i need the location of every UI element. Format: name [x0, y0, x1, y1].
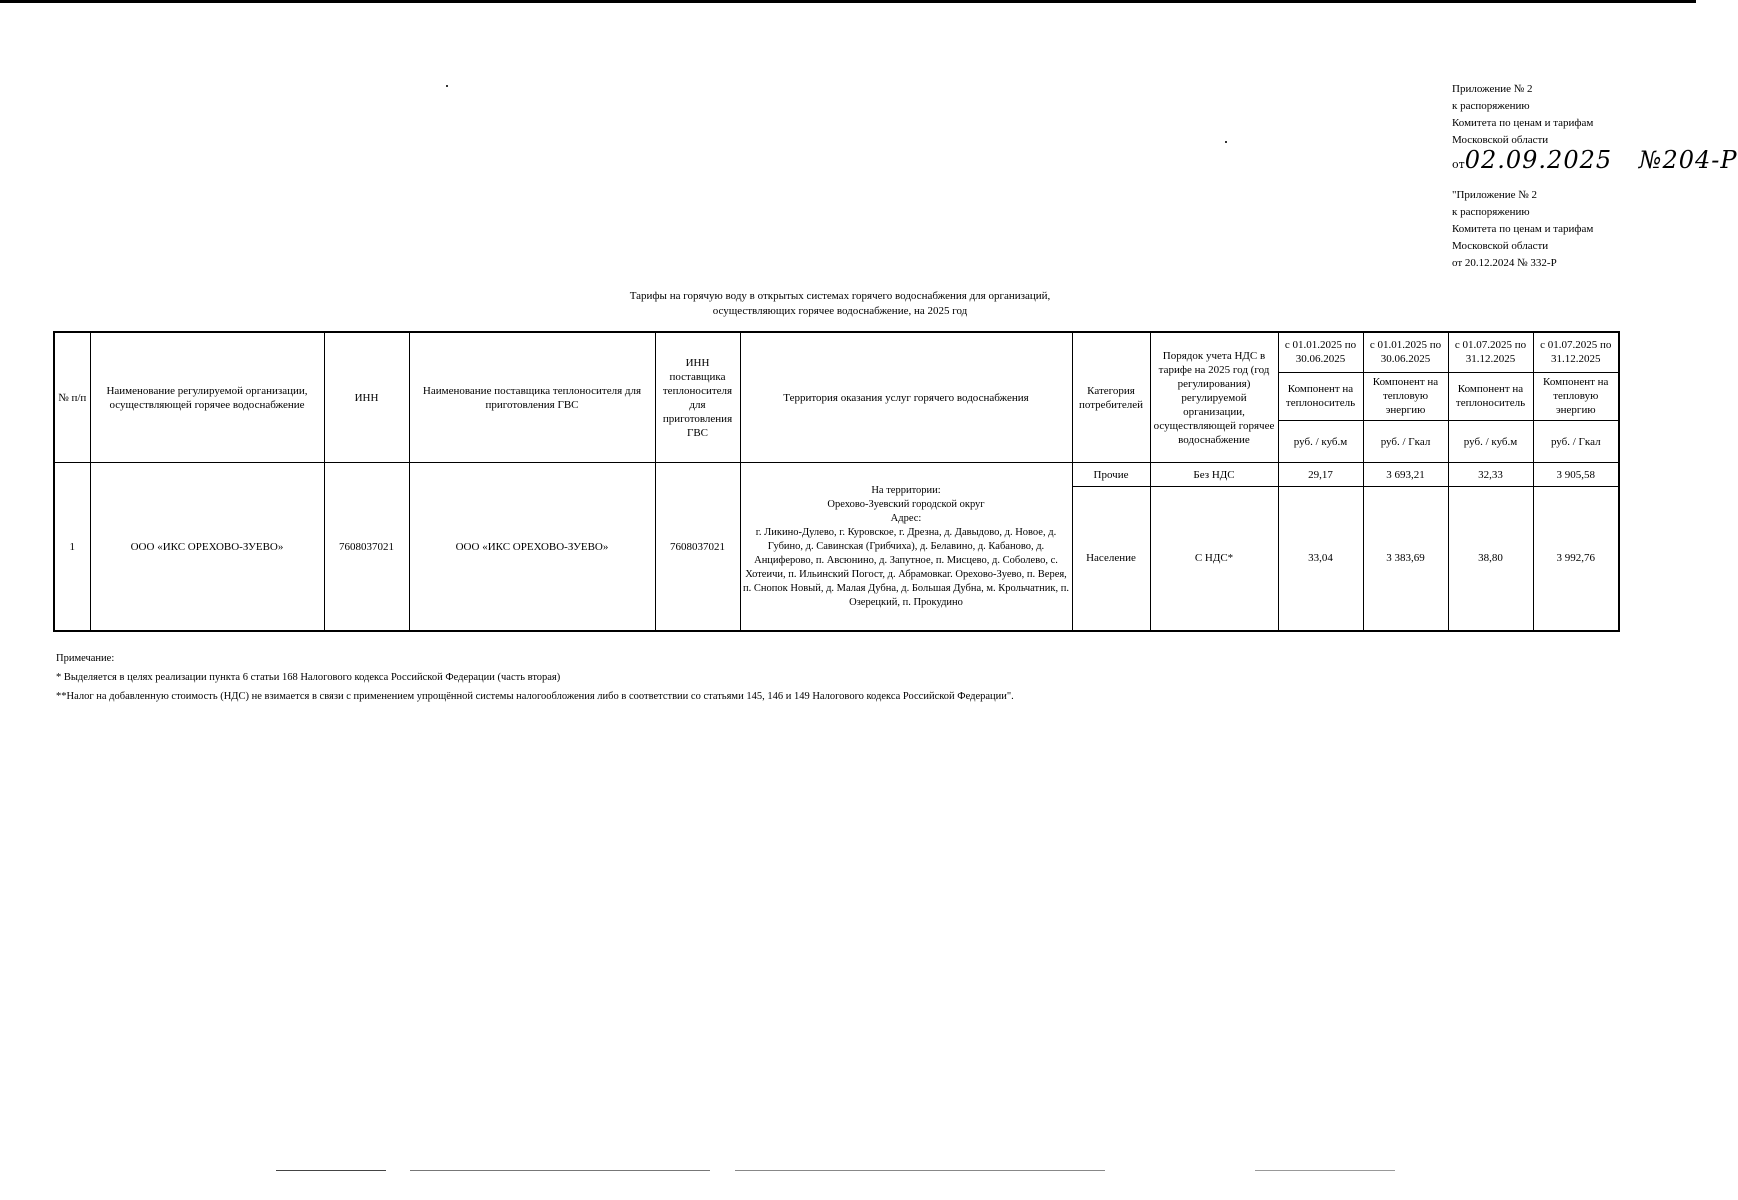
row-value: 29,17	[1278, 463, 1363, 486]
territory-address-label: Адрес:	[890, 512, 922, 524]
header-category: Категория потребителей	[1072, 332, 1150, 463]
row-num: 1	[54, 463, 90, 631]
header-component: Компонент на теплоноситель	[1448, 372, 1533, 420]
row-supplier-inn: 7608037021	[655, 463, 740, 631]
page-top-border	[0, 0, 1696, 3]
header-period: с 01.07.2025 по 31.12.2025	[1533, 332, 1619, 372]
tariffs-table	[53, 331, 1620, 632]
notes-heading: Примечание:	[56, 653, 115, 664]
row-value: 32,33	[1448, 463, 1533, 486]
header-unit: руб. / Гкал	[1363, 420, 1448, 463]
appendix-line: "Приложение № 2	[1452, 189, 1538, 201]
scan-artifact	[1225, 141, 1227, 143]
header-org-name: Наименование регулируемой организации, осуществляющей горячее водоснабжение	[90, 332, 324, 463]
appendix-line: Приложение № 2	[1452, 83, 1533, 95]
row-category: Прочие	[1072, 463, 1150, 486]
scan-artifact	[735, 1170, 1105, 1171]
appendix-date-number	[1452, 147, 1738, 178]
notes	[56, 649, 1014, 706]
header-unit: руб. / Гкал	[1533, 420, 1619, 463]
date-prefix: от	[1452, 158, 1465, 171]
handwritten-date: 02.09.2025	[1464, 146, 1613, 174]
note-vat: * Выделяется в целях реализации пункта 6 статьи 168 Налогового кодекса Российской Федерации (часть вторая)	[56, 672, 561, 683]
appendix-line: от 20.12.2024 № 332-Р	[1452, 257, 1557, 269]
appendix-line: Московской области	[1452, 240, 1549, 252]
header-period: с 01.01.2025 по 30.06.2025	[1363, 332, 1448, 372]
row-inn: 7608037021	[324, 463, 409, 631]
row-vat: С НДС*	[1150, 486, 1278, 631]
title-line: Тарифы на горячую воду в открытых системах горячего водоснабжения для организаций,	[629, 290, 1051, 302]
appendix-current	[1452, 81, 1738, 178]
row-territory	[740, 463, 1072, 631]
header-component: Компонент на тепловую энергию	[1363, 372, 1448, 420]
document-title	[560, 289, 1120, 319]
row-value: 38,80	[1448, 486, 1533, 631]
row-value: 3 383,69	[1363, 486, 1448, 631]
header-component: Компонент на тепловую энергию	[1533, 372, 1619, 420]
scan-artifact	[1255, 1170, 1395, 1171]
note-no-vat: **Налог на добавленную стоимость (НДС) не взимается в связи с применением упрощённой системы налогообложения либо в соответствии со статьями 145, 146 и 149 Налогового кодекса Российской Федерации".	[56, 691, 1014, 702]
header-unit: руб. / куб.м	[1448, 420, 1533, 463]
header-period: с 01.01.2025 по 30.06.2025	[1278, 332, 1363, 372]
appendix-line: к распоряжению	[1452, 100, 1530, 112]
scan-artifact	[410, 1170, 710, 1171]
header-territory: Территория оказания услуг горячего водоснабжения	[740, 332, 1072, 463]
row-value: 3 693,21	[1363, 463, 1448, 486]
header-num: № п/п	[54, 332, 90, 463]
row-vat: Без НДС	[1150, 463, 1278, 486]
header-period: с 01.07.2025 по 31.12.2025	[1448, 332, 1533, 372]
scan-artifact	[276, 1170, 386, 1171]
title-line: осуществляющих горячее водоснабжение, на 2025 год	[712, 305, 968, 317]
header-supplier-inn: ИНН поставщика теплоносителя для приготовления ГВС	[655, 332, 740, 463]
scan-artifact	[446, 85, 448, 87]
territory-district: Орехово-Зуевский городской округ	[827, 498, 985, 510]
row-category: Население	[1072, 486, 1150, 631]
appendix-line: Комитета по ценам и тарифам	[1452, 223, 1594, 235]
row-supplier-name: ООО «ИКС ОРЕХОВО-ЗУЕВО»	[409, 463, 655, 631]
header-supplier-name: Наименование поставщика теплоносителя для приготовления ГВС	[409, 332, 655, 463]
row-value: 3 905,58	[1533, 463, 1619, 486]
header-component: Компонент на теплоноситель	[1278, 372, 1363, 420]
row-value: 33,04	[1278, 486, 1363, 631]
row-value: 3 992,76	[1533, 486, 1619, 631]
appendix-line: Комитета по ценам и тарифам	[1452, 117, 1594, 129]
territory-address-list: г. Ликино-Дулево, г. Куровское, г. Дрезна, д. Давыдово, д. Новое, д. Губино, д. Савинская (Грибчиха), д. Белавино, д. Кабаново, д. Анциферово, п. Авсюнино, д. Запутное, п. Мисцево, д. Соболево, с. Хотеичи, п. Ильинский Погост, д. Абрамовкаг. Орехово-Зуево, п. Верея, п. Снопок Новый, д. Малая Дубна, д. Большая Дубна, м. Крольчатник, п. Озерецкий, п. Прокудино	[743, 526, 1069, 608]
row-org-name: ООО «ИКС ОРЕХОВО-ЗУЕВО»	[90, 463, 324, 631]
header-inn: ИНН	[324, 332, 409, 463]
territory-label: На территории:	[871, 484, 941, 496]
appendix-line: Московской области	[1452, 134, 1549, 146]
header-unit: руб. / куб.м	[1278, 420, 1363, 463]
header-vat-order: Порядок учета НДС в тарифе на 2025 год (год регулирования) регулируемой организации, осуществляющей горячее водоснабжение	[1150, 332, 1278, 463]
appendix-line: к распоряжению	[1452, 206, 1530, 218]
handwritten-number: №204-Р	[1638, 146, 1738, 174]
appendix-previous	[1452, 187, 1593, 272]
